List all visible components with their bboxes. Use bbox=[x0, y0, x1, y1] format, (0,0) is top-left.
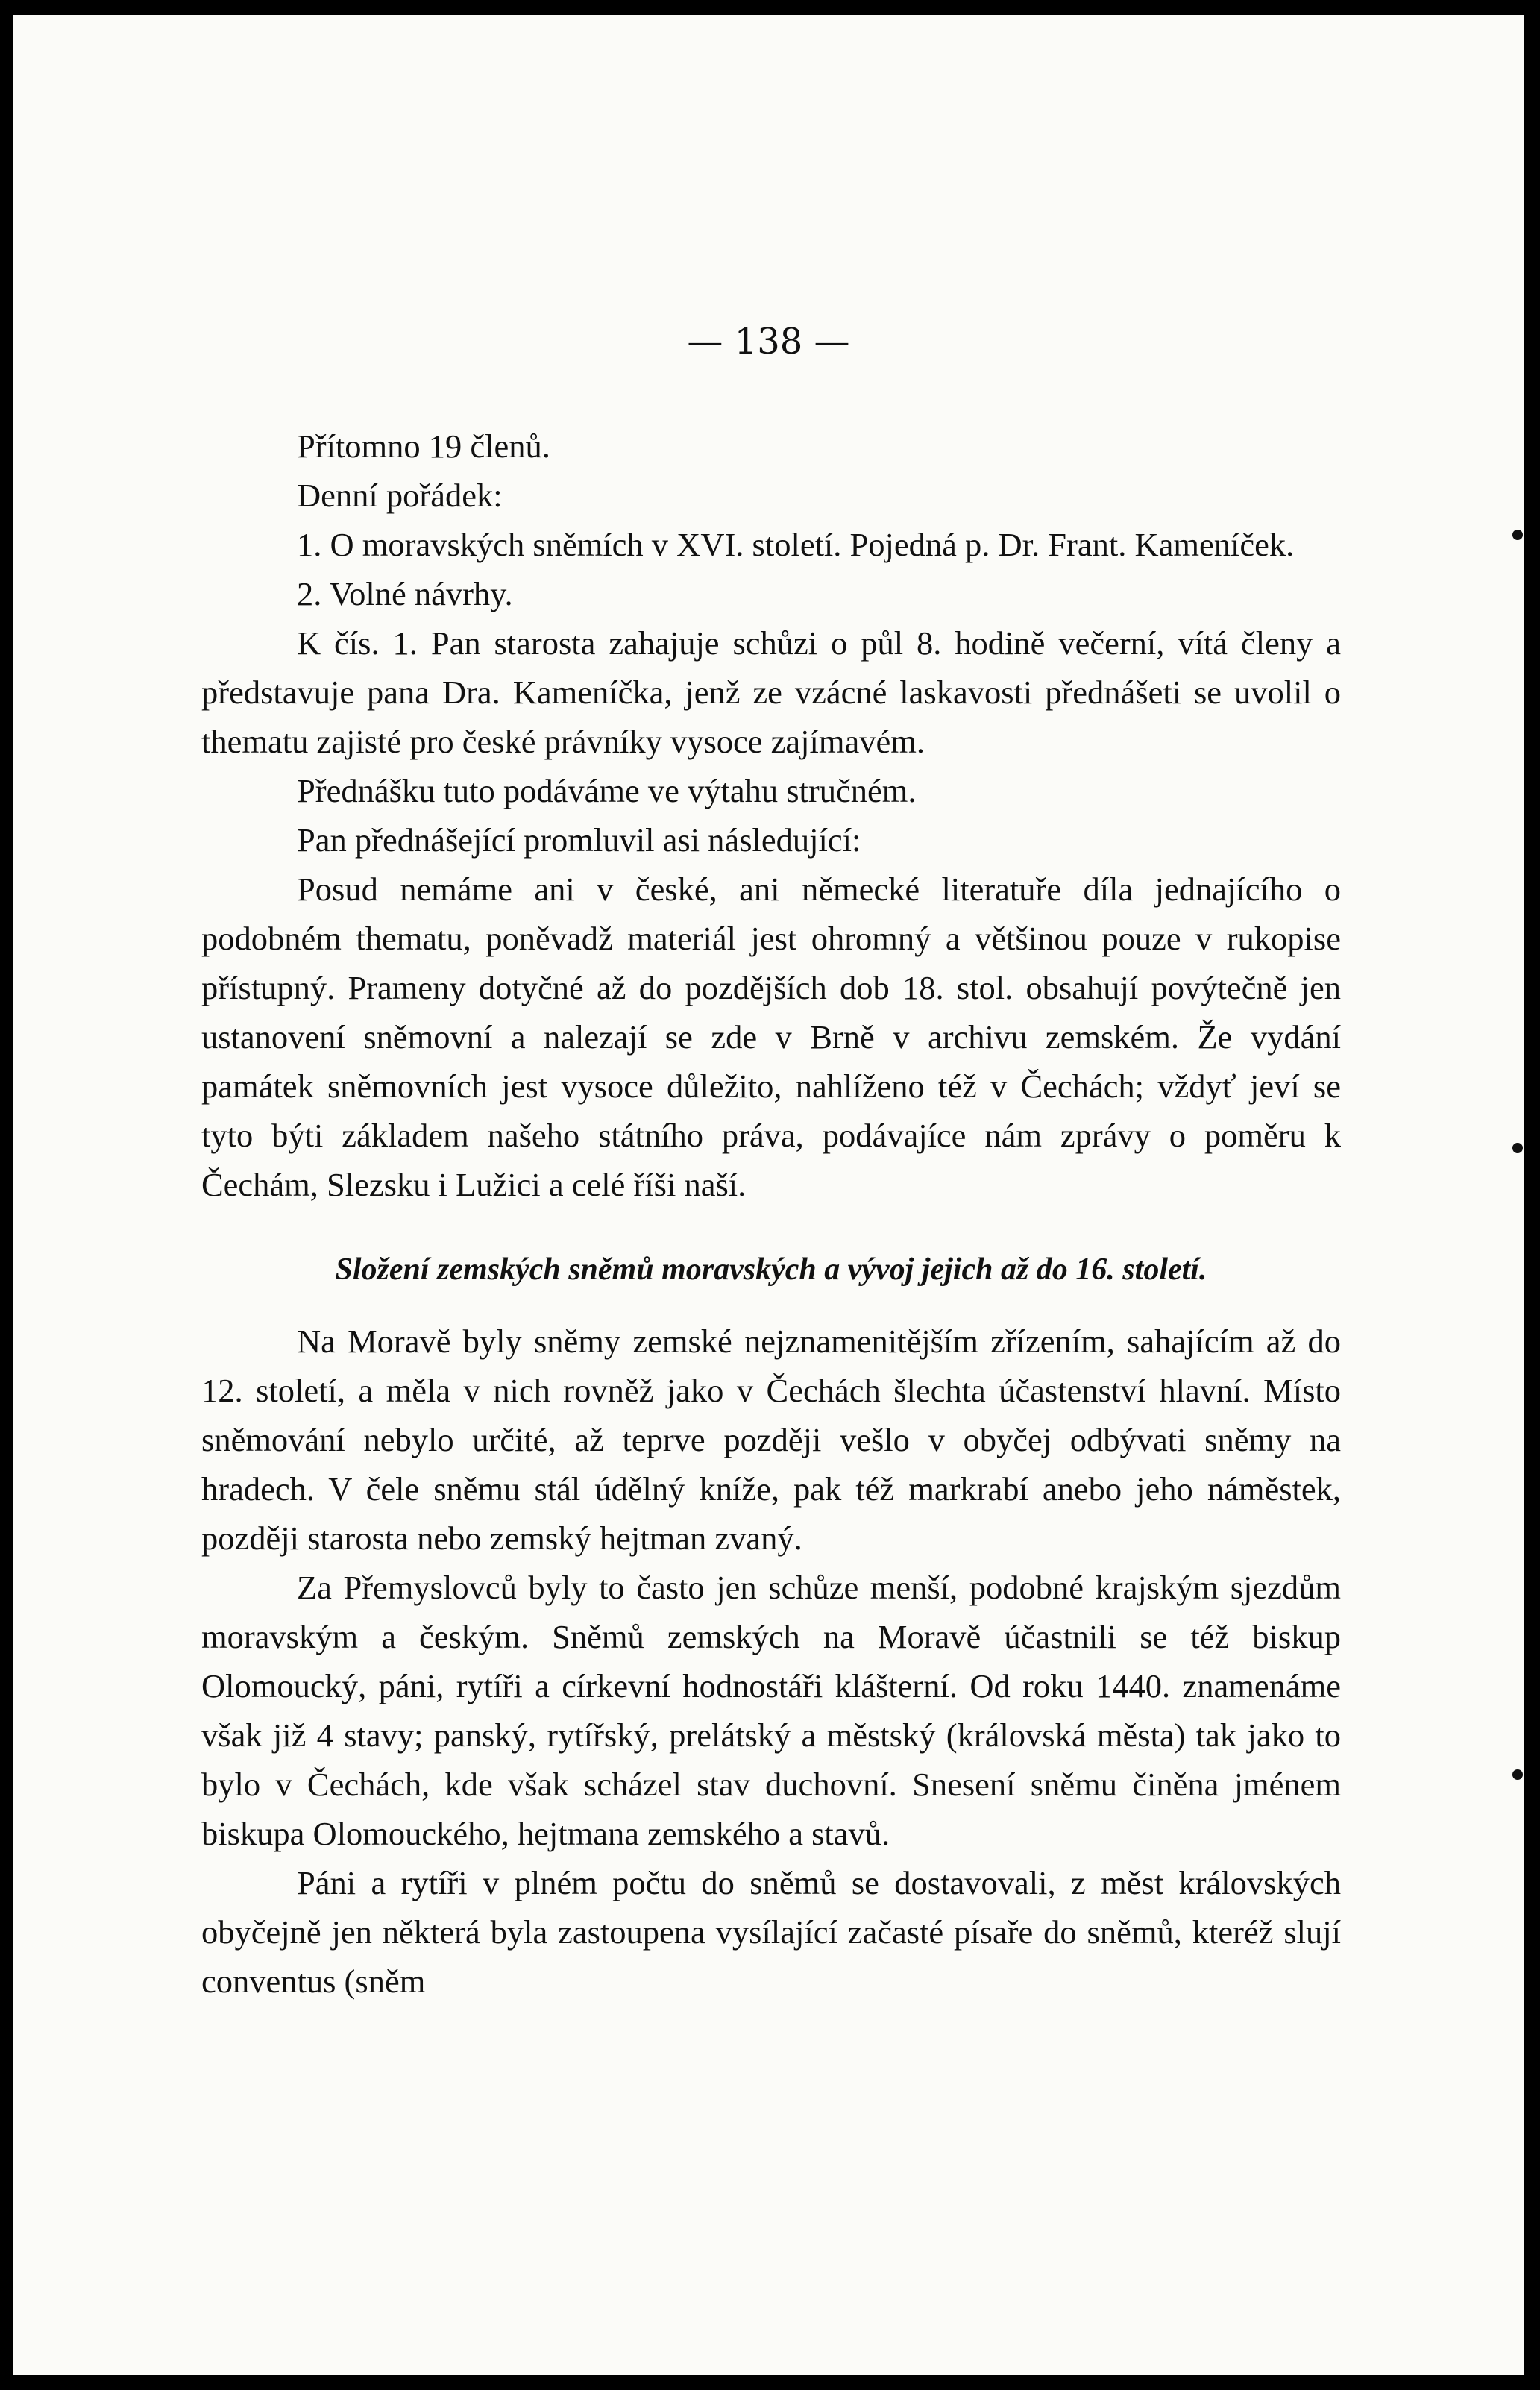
paragraph-moravian-diets: Na Moravě byly sněmy zemské nejznamenitějším zřízením, sahajícím až do 12. století, a měla v nich rovněž jako v Čechách šlechta účastenství hlavní. Místo sněmování nebylo určité, až teprve později vešlo v obyčej odbývati sněmy na hradech. V čele sněmu stál údělný kníže, pak též markrabí anebo jeho náměstek, později starosta nebo zemský hejtman zvaný. bbox=[201, 1323, 1341, 1557]
paragraph-summary-note: Přednášku tuto podáváme ve výtahu stručném. bbox=[297, 772, 917, 809]
paragraph-premyslid-era: Za Přemyslovců byly to často jen schůze menší, podobné krajským sjezdům moravským a českým. Sněmů zemských na Moravě účastnili se též biskup Olomoucký, páni, rytíři a církevní hodnostáři klášterní. Od roku 1440. znamenáme však již 4 stavy; panský, rytířský, prelátský a městský (královská města) tak jako to bylo v Čechách, kde však scházel stav duchovní. Snesení sněmu činěna jménem biskupa Olomouckého, hejtmana zemského a stavů. bbox=[201, 1569, 1341, 1852]
paragraph-speaker-intro: Pan přednášející promluvil asi následující: bbox=[297, 821, 861, 859]
page-number: — 138 — bbox=[687, 321, 850, 363]
body-text bbox=[201, 421, 1341, 2006]
paragraph-agenda-item-1: 1. O moravských sněmích v XVI. století. Pojedná p. Dr. Frant. Kameníček. bbox=[297, 526, 1295, 563]
paragraph-attendance: Přítomno 19 členů. bbox=[297, 427, 550, 465]
section-heading: Složení zemských sněmů moravských a vývoj jejich až do 16. století. bbox=[335, 1252, 1207, 1287]
paragraph-lords-and-knights: Páni a rytíři v plném počtu do sněmů se dostavovali, z měst královských obyčejně jen některá byla zastoupena vysílající začasté písaře do sněmů, kteréž slují conventus (sněm bbox=[201, 1864, 1341, 2000]
margin-mark bbox=[1512, 1769, 1523, 1780]
margin-mark bbox=[1512, 1143, 1523, 1153]
document-page bbox=[13, 15, 1524, 2375]
paragraph-opening: K čís. 1. Pan starosta zahajuje schůzi o půl 8. hodině večerní, vítá členy a představuje pana Dra. Kameníčka, jenž ze vzácné laskavosti přednášeti se uvolil o thematu zajisté pro české právníky vysoce zajímavém. bbox=[201, 624, 1341, 760]
paragraph-agenda-title: Denní pořádek: bbox=[297, 477, 503, 514]
paragraph-literature: Posud nemáme ani v české, ani německé literatuře díla jednajícího o podobném thematu, poněvadž materiál jest ohromný a většinou pouze v rukopise přístupný. Prameny dotyčné až do pozdějších dob 18. stol. obsahují povýtečně jen ustanovení sněmovní a nalezají se zde v Brně v archivu zemském. Že vydání památek sněmovních jest vysoce důležito, nahlíženo též v Čechách; vždyť jeví se tyto býti základem našeho státního práva, podávajíce nám zprávy o poměru k Čechám, Slezsku i Lužici a celé říši naší. bbox=[201, 871, 1341, 1203]
margin-mark bbox=[1512, 530, 1523, 540]
paragraph-agenda-item-2: 2. Volné návrhy. bbox=[297, 575, 513, 612]
